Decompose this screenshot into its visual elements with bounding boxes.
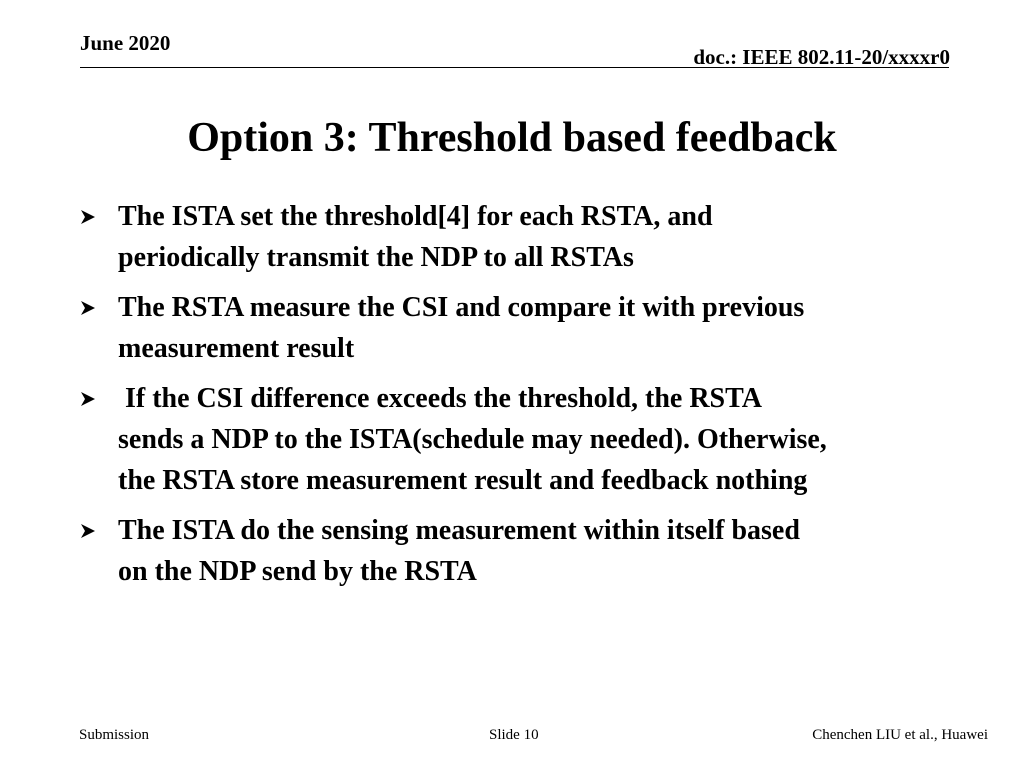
bullet-line: sends a NDP to the ISTA(schedule may needed). Otherwise,: [118, 424, 827, 455]
bullet-line: the RSTA store measurement result and feedback nothing: [118, 465, 808, 496]
bullet-text: [118, 378, 827, 501]
bullet-line: periodically transmit the NDP to all RSTAs: [118, 242, 634, 273]
header-date: June 2020: [80, 31, 171, 55]
footer-submission: Submission: [79, 727, 150, 743]
bullet-text: [118, 510, 800, 592]
arrow-bullet-icon: [80, 510, 118, 551]
bullet-item: [80, 378, 1000, 501]
bullet-item: [80, 510, 1000, 592]
bullet-list: [80, 196, 1000, 601]
footer-author: Chenchen LIU et al., Huawei: [812, 727, 988, 743]
bullet-line: If the CSI difference exceeds the threshold, the RSTA: [118, 383, 762, 414]
arrow-bullet-icon: [80, 196, 118, 237]
bullet-item: [80, 287, 1000, 369]
arrow-bullet-icon: [80, 378, 118, 419]
bullet-line: on the NDP send by the RSTA: [118, 556, 477, 587]
slide-title: Option 3: Threshold based feedback: [187, 115, 837, 161]
bullet-line: measurement result: [118, 333, 355, 364]
bullet-text: [118, 287, 804, 369]
bullet-line: The ISTA set the threshold[4] for each RSTA, and: [118, 201, 713, 232]
header-doc-id: doc.: IEEE 802.11-20/xxxxr0: [693, 45, 950, 69]
header-divider: [80, 67, 949, 68]
bullet-item: [80, 196, 1000, 278]
bullet-line: The ISTA do the sensing measurement within itself based: [118, 515, 800, 546]
bullet-text: [118, 196, 713, 278]
bullet-line: The RSTA measure the CSI and compare it with previous: [118, 292, 805, 323]
arrow-bullet-icon: [80, 287, 118, 328]
footer-slide-number: Slide 10: [489, 727, 539, 743]
